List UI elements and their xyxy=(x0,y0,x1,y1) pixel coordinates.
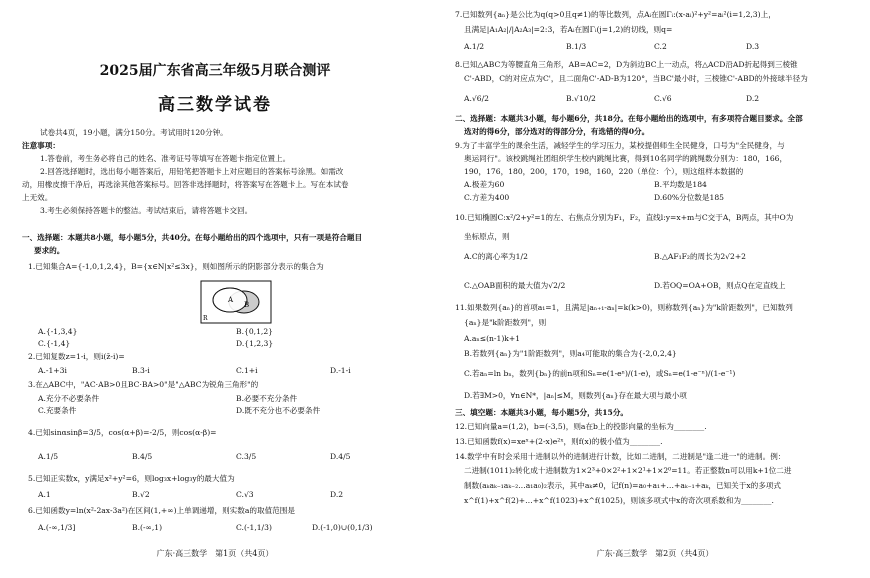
option: C.若aₙ=ln bₙ，数列{bₙ}的前n项和Sₙ=e(1-eⁿ)/(1-e)，或Sₙ=e(1-e⁻ⁿ)/(1-e⁻¹) xyxy=(464,369,736,378)
option: D.(-1,0)∪(0,1/3) xyxy=(312,523,373,532)
option: D.{1,2,3} xyxy=(236,339,274,348)
option: B.必要不充分条件 xyxy=(236,394,298,403)
question-9: 9.为了丰富学生的课余生活，减轻学生的学习压力，某校提倡师生全民健身，口号为"全民健身，与 xyxy=(455,141,785,150)
option: A.1/5 xyxy=(38,452,59,461)
question-5: 5.已知正实数x，y满足x²+y²=6，则log₃x+log₃y的最大值为 xyxy=(28,474,235,483)
option: C.方差为400 xyxy=(464,193,510,202)
notice-line: 上无效。 xyxy=(22,193,53,202)
option: B.(-∞,1) xyxy=(132,523,163,532)
option: C.3/5 xyxy=(236,452,257,461)
option: D.若∃M>0，∀n∈N*，|aₙ|≤M，则数列{aₙ}存在最大项与最小项 xyxy=(464,391,687,400)
option: D.4/5 xyxy=(330,452,351,461)
option: B.1/3 xyxy=(566,42,587,51)
option: D.-1-i xyxy=(330,366,351,375)
question-line: 且满足|A₁A₂|/|A₂A₃|=2:3，若Aᵢ在圆Γᵢ(j=1,2)的切线，则q= xyxy=(464,25,673,34)
question-7: 7.已知数列{aₙ}是公比为q(q>0且q≠1)的等比数列，点Aᵢ在圆Γᵢ:(x-aᵢ)²+y²=aᵢ²(i=1,2,3)上， xyxy=(455,10,776,19)
notice-line: 1.答卷前，考生务必将自己的姓名、准考证号等填写在答题卡指定位置上。 xyxy=(40,154,291,163)
question-11: 11.如果数列{aₙ}的首项a₁=1，且满足|aₙ₊₁-aₙ|=k(k>0)，则称数列{aₙ}为"k阶距数列"，已知数列 xyxy=(455,303,793,312)
exam-page-2 xyxy=(440,0,870,578)
notice-label: 注意事项： xyxy=(22,141,60,150)
option: B.√2 xyxy=(132,490,150,499)
section-heading: 二、选择题：本题共3小题，每小题6分，共18分。在每小题给出的选项中，有多项符合题目要求。全部 xyxy=(455,114,803,123)
option: A.C的离心率为1/2 xyxy=(464,252,528,261)
question-13: 13.已知函数f(x)=xeˣ+(2-x)e²ˣ，则f(x)的极小值为________. xyxy=(455,437,663,446)
question-12: 12.已知向量a=(1,2)，b=(-3,5)，则a在b上的投影向量的坐标为________. xyxy=(455,422,707,431)
question-8: 8.已知△ABC为等腰直角三角形，AB=AC=2，D为斜边BC上一动点，将△ACD沿AD折起得到三棱锥 xyxy=(455,60,798,69)
section-heading: 选对的得6分，部分选对的得部分分，有选错的得0分。 xyxy=(464,127,650,136)
option: B.△AF₁F₂的周长为2√2+2 xyxy=(654,252,747,261)
option: D.2 xyxy=(746,94,760,103)
option: A.-1+3i xyxy=(38,366,67,375)
option: A.√6/2 xyxy=(464,94,489,103)
option: C.△OAB面积的最大值为√2/2 xyxy=(464,281,566,290)
option: B.平均数是184 xyxy=(654,180,707,189)
venn-label-b: B xyxy=(244,301,250,309)
exam-title: 2025届广东省高三年级5月联合测评 xyxy=(99,63,331,79)
question-2: 2.已知复数z=1-i，则i(z̄-i)= xyxy=(28,352,125,361)
exam-intro: 试卷共4页，19小题，满分150分。考试用时120分钟。 xyxy=(40,128,228,137)
option: C.{-1,4} xyxy=(38,339,71,348)
option: C.(-1,1/3) xyxy=(236,523,272,532)
option: B.√10/2 xyxy=(566,94,596,103)
question-line: 190，176，180，200，170，198，160，220（单位：个），则这组样本数据的 xyxy=(464,167,744,176)
option: C.2 xyxy=(654,42,667,51)
question-line: x^f(1)+x^f(2)+…+x^f(1023)+x^f(1025)，则该多项式中x的奇次项系数和为________. xyxy=(464,496,774,505)
option: A.充分不必要条件 xyxy=(38,394,100,403)
option: D.若OQ=OA+OB，则点Q在定直线上 xyxy=(654,281,786,290)
question-line: 二进制(1011)₂转化成十进制数为1×2³+0×2²+1×2¹+1×2⁰=11。若正整数n可以用k+1位二进 xyxy=(464,466,792,475)
option: D.既不充分也不必要条件 xyxy=(236,406,321,415)
exam-page-1 xyxy=(0,0,430,578)
question-4: 4.已知sinαsinβ=3/5，cos(α+β)=-2/5，则cos(α-β)= xyxy=(28,428,217,437)
page-footer: 广东·高三数学 第2页（共4页） xyxy=(596,549,714,558)
option: C.√6 xyxy=(654,94,672,103)
notice-line: 2.回答选择题时，选出每小题答案后，用铅笔把答题卡上对应题目的答案标号涂黑。如需改 xyxy=(40,167,344,176)
venn-diagram xyxy=(200,280,272,324)
page-footer: 广东·高三数学 第1页（共4页） xyxy=(156,549,274,558)
question-10: 10.已知椭圆C:x²/2+y²=1的左、右焦点分别为F₁，F₂，直线l:y=x+m与C交于A，B两点，其中O为 xyxy=(455,213,794,222)
exam-subtitle: 高三数学试卷 xyxy=(158,95,272,115)
option: D.60%分位数是185 xyxy=(654,193,724,202)
question-line: C'-ABD，C的对应点为C'，且二面角C'-AD-B为120°，当BC'最小时，三棱锥C'-ABD的外接球半径为 xyxy=(464,74,808,83)
question-3: 3.在△ABC中，"AC·AB>0且BC·BA>0"是"△ABC为锐角三角形"的 xyxy=(28,380,259,389)
option: A.极差为60 xyxy=(464,180,505,189)
question-line: 坐标原点，则 xyxy=(464,232,510,241)
option: D.3 xyxy=(746,42,760,51)
section-heading: 要求的。 xyxy=(34,246,65,255)
option: C.√3 xyxy=(236,490,254,499)
option: D.2 xyxy=(330,490,344,499)
option: A.1/2 xyxy=(464,42,485,51)
option: C.充要条件 xyxy=(38,406,77,415)
question-6: 6.已知函数y=ln(x²-2ax-3a²)在区间(1,+∞)上单调递增，则实数a的取值范围是 xyxy=(28,506,295,515)
option: A.aₙ≤(n-1)k+1 xyxy=(464,334,521,343)
option: A.1 xyxy=(38,490,51,499)
option: B.{0,1,2} xyxy=(236,327,273,336)
question-line: 奥运同行"。该校跳绳社团组织学生校内跳绳比赛，得到10名同学的跳绳数分别为：180，166， xyxy=(464,154,788,163)
notice-line: 3.考生必须保持答题卡的整洁。考试结束后，请将答题卡交回。 xyxy=(40,206,253,215)
question-1: 1.已知集合A={-1,0,1,2,4}，B={x∈N|x²≤3x}，则如图所示的阴影部分表示的集合为 xyxy=(28,262,324,271)
question-14: 14.数学中有时会采用十进制以外的进制进行计数，比如二进制，二进制是"逢二进一"的进制。例： xyxy=(455,452,786,461)
option: B.若数列{aₙ}为"1阶距数列"，则a₄可能取的集合为{-2,0,2,4} xyxy=(464,349,677,358)
option: B.4/5 xyxy=(132,452,153,461)
question-line: 制数(aₖaₖ₋₁aₖ₋₂…a₁a₀)₂表示，其中aₖ≠0，记f(n)=a₀+a₁+…+aₖ₋₁+aₖ，已知关于x的多项式 xyxy=(464,481,781,490)
option: B.3-i xyxy=(132,366,150,375)
option: C.1+i xyxy=(236,366,258,375)
notice-line: 动，用橡皮擦干净后，再选涂其他答案标号。回答非选择题时，将答案写在答题卡上。写在本试卷 xyxy=(22,180,349,189)
section-heading: 三、填空题：本题共3小题，每小题5分，共15分。 xyxy=(455,408,629,417)
option: A.(-∞,1/3] xyxy=(38,523,76,532)
venn-label-r: R xyxy=(203,315,208,322)
option: A.{-1,3,4} xyxy=(38,327,78,336)
section-heading: 一、选择题：本题共8小题，每小题5分，共40分。在每小题给出的四个选项中，只有一项是符合题目 xyxy=(22,233,363,242)
venn-label-a: A xyxy=(228,296,234,304)
question-line: {aₙ}是"k阶距数列"，则 xyxy=(464,318,547,327)
